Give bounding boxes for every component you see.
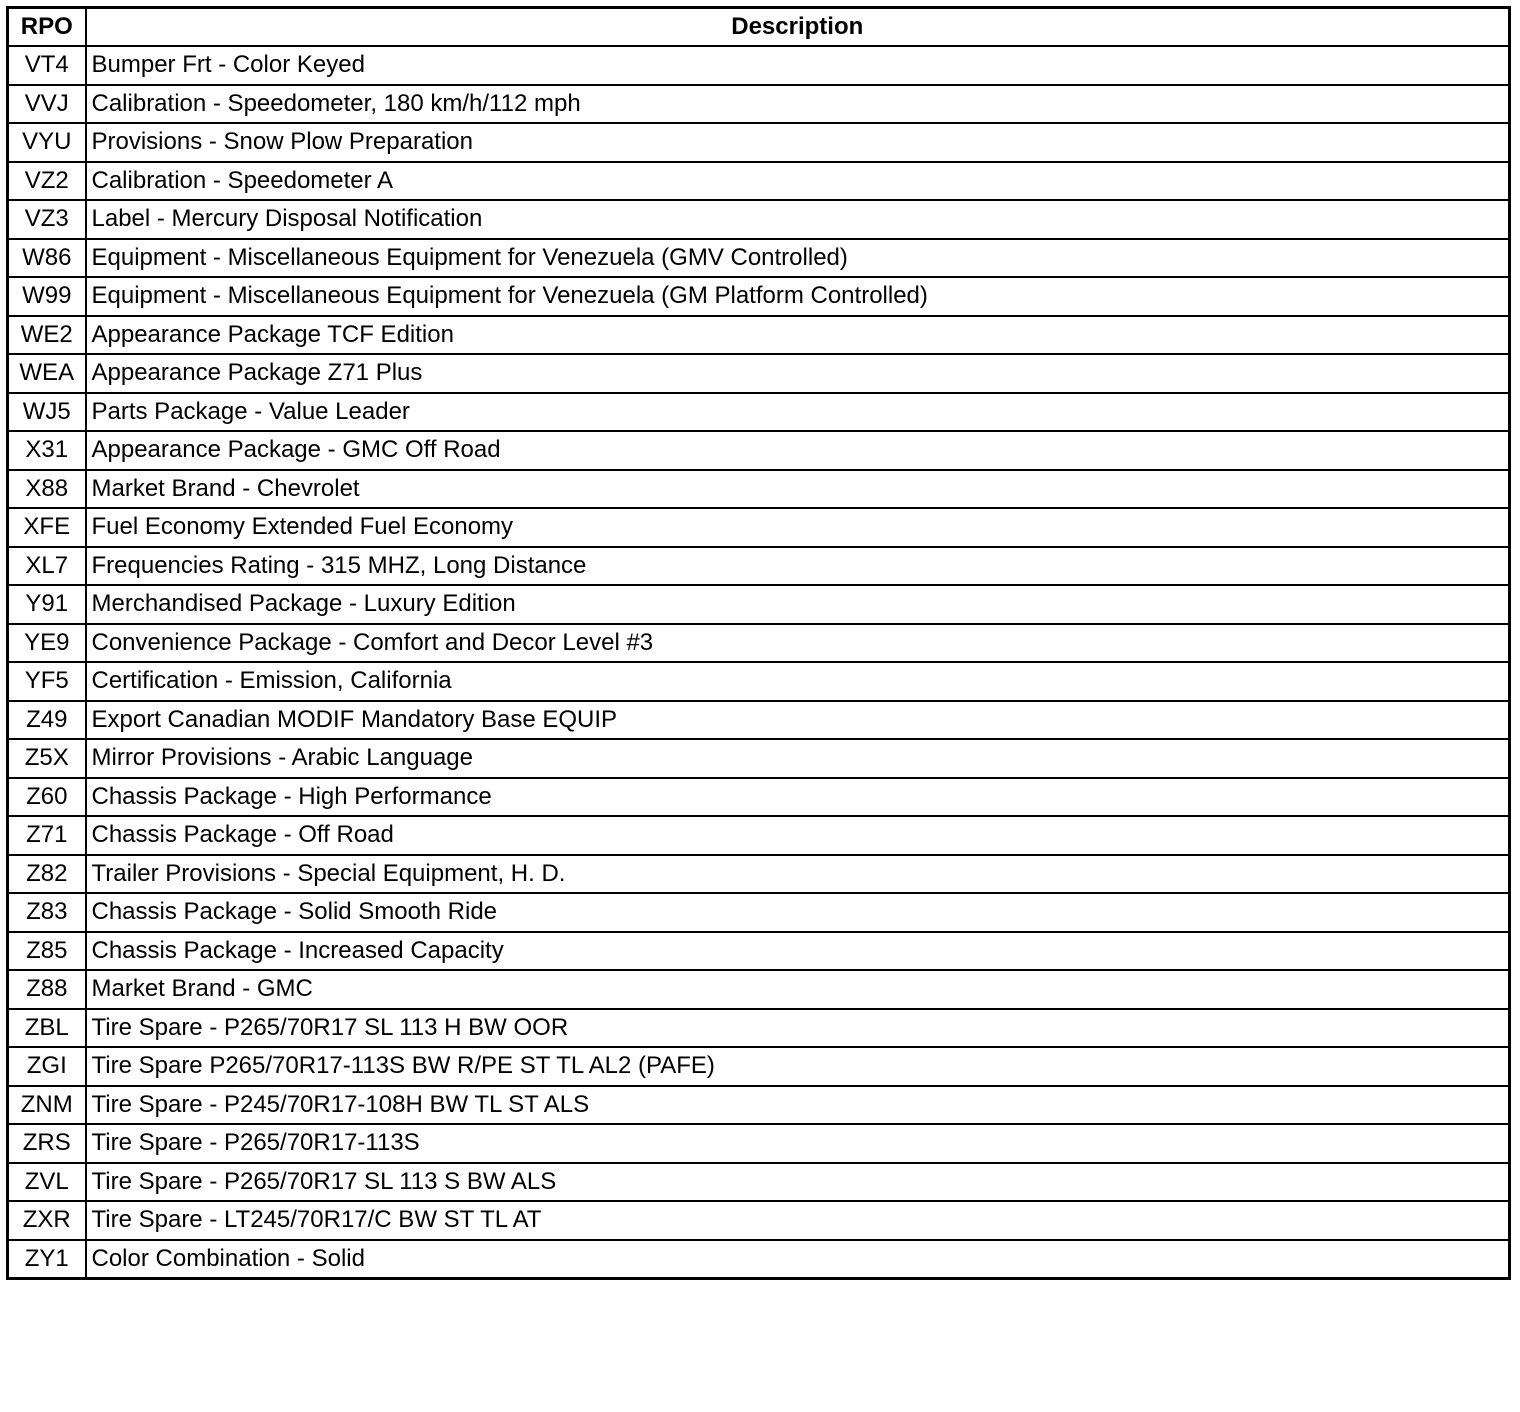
table-row [8,1009,1510,1048]
rpo-code-cell: X88 [8,470,86,509]
description-cell: Calibration - Speedometer A [86,162,1510,201]
header-row [8,8,1510,47]
rpo-code-cell: ZBL [8,1009,86,1048]
rpo-code-cell: Z83 [8,893,86,932]
rpo-code-cell: Z85 [8,932,86,971]
description-cell: Equipment - Miscellaneous Equipment for Venezuela (GM Platform Controlled) [86,277,1510,316]
table-row [8,316,1510,355]
description-cell: Appearance Package TCF Edition [86,316,1510,355]
description-cell: Tire Spare - P265/70R17 SL 113 H BW OOR [86,1009,1510,1048]
description-cell: Export Canadian MODIF Mandatory Base EQUIP [86,701,1510,740]
table-row [8,277,1510,316]
rpo-code-cell: X31 [8,431,86,470]
description-cell: Market Brand - Chevrolet [86,470,1510,509]
rpo-code-cell: VYU [8,123,86,162]
description-cell: Tire Spare - P245/70R17-108H BW TL ST ALS [86,1086,1510,1125]
description-cell: Chassis Package - Solid Smooth Ride [86,893,1510,932]
table-row [8,778,1510,817]
rpo-code-cell: VZ3 [8,200,86,239]
rpo-code-cell: YE9 [8,624,86,663]
table-row [8,701,1510,740]
rpo-code-cell: XL7 [8,547,86,586]
rpo-code-cell: Z49 [8,701,86,740]
rpo-code-cell: W86 [8,239,86,278]
rpo-code-cell: XFE [8,508,86,547]
rpo-code-cell: VVJ [8,85,86,124]
rpo-code-cell: VZ2 [8,162,86,201]
table-header [8,8,1510,47]
description-cell: Color Combination - Solid [86,1240,1510,1279]
table-row [8,46,1510,85]
table-row [8,123,1510,162]
header-description: Description [86,8,1510,47]
header-rpo: RPO [8,8,86,47]
table-row [8,1124,1510,1163]
description-cell: Label - Mercury Disposal Notification [86,200,1510,239]
description-cell: Trailer Provisions - Special Equipment, H. D. [86,855,1510,894]
rpo-code-cell: ZY1 [8,1240,86,1279]
table-row [8,855,1510,894]
table-body [8,46,1510,1278]
table-row [8,970,1510,1009]
table-row [8,1240,1510,1279]
rpo-code-cell: Z5X [8,739,86,778]
rpo-code-cell: Z88 [8,970,86,1009]
table-row [8,239,1510,278]
description-cell: Convenience Package - Comfort and Decor Level #3 [86,624,1510,663]
table-row [8,85,1510,124]
description-cell: Merchandised Package - Luxury Edition [86,585,1510,624]
rpo-table [6,6,1511,1280]
rpo-code-cell: Z71 [8,816,86,855]
rpo-code-cell: ZGI [8,1047,86,1086]
table-row [8,431,1510,470]
description-cell: Certification - Emission, California [86,662,1510,701]
description-cell: Frequencies Rating - 315 MHZ, Long Distance [86,547,1510,586]
rpo-code-cell: ZXR [8,1201,86,1240]
description-cell: Provisions - Snow Plow Preparation [86,123,1510,162]
table-row [8,1163,1510,1202]
table-row [8,547,1510,586]
table-row [8,393,1510,432]
table-row [8,893,1510,932]
table-row [8,932,1510,971]
description-cell: Parts Package - Value Leader [86,393,1510,432]
table-row [8,816,1510,855]
rpo-code-cell: W99 [8,277,86,316]
description-cell: Tire Spare - P265/70R17 SL 113 S BW ALS [86,1163,1510,1202]
rpo-code-cell: Y91 [8,585,86,624]
description-cell: Chassis Package - High Performance [86,778,1510,817]
description-cell: Equipment - Miscellaneous Equipment for Venezuela (GMV Controlled) [86,239,1510,278]
description-cell: Chassis Package - Increased Capacity [86,932,1510,971]
rpo-code-cell: WE2 [8,316,86,355]
table-row [8,200,1510,239]
description-cell: Appearance Package Z71 Plus [86,354,1510,393]
table-row [8,354,1510,393]
table-row [8,1047,1510,1086]
rpo-code-cell: Z82 [8,855,86,894]
table-row [8,162,1510,201]
description-cell: Chassis Package - Off Road [86,816,1510,855]
description-cell: Calibration - Speedometer, 180 km/h/112 mph [86,85,1510,124]
table-row [8,1086,1510,1125]
rpo-code-cell: VT4 [8,46,86,85]
description-cell: Fuel Economy Extended Fuel Economy [86,508,1510,547]
description-cell: Appearance Package - GMC Off Road [86,431,1510,470]
rpo-code-cell: ZRS [8,1124,86,1163]
description-cell: Market Brand - GMC [86,970,1510,1009]
rpo-code-cell: ZNM [8,1086,86,1125]
table-row [8,585,1510,624]
table-row [8,624,1510,663]
table-row [8,662,1510,701]
description-cell: Bumper Frt - Color Keyed [86,46,1510,85]
description-cell: Mirror Provisions - Arabic Language [86,739,1510,778]
table-row [8,470,1510,509]
description-cell: Tire Spare - LT245/70R17/C BW ST TL AT [86,1201,1510,1240]
rpo-code-cell: ZVL [8,1163,86,1202]
description-cell: Tire Spare - P265/70R17-113S [86,1124,1510,1163]
rpo-code-cell: YF5 [8,662,86,701]
table-row [8,1201,1510,1240]
table-row [8,508,1510,547]
description-cell: Tire Spare P265/70R17-113S BW R/PE ST TL AL2 (PAFE) [86,1047,1510,1086]
rpo-code-cell: WJ5 [8,393,86,432]
table-row [8,739,1510,778]
rpo-code-cell: Z60 [8,778,86,817]
rpo-code-cell: WEA [8,354,86,393]
